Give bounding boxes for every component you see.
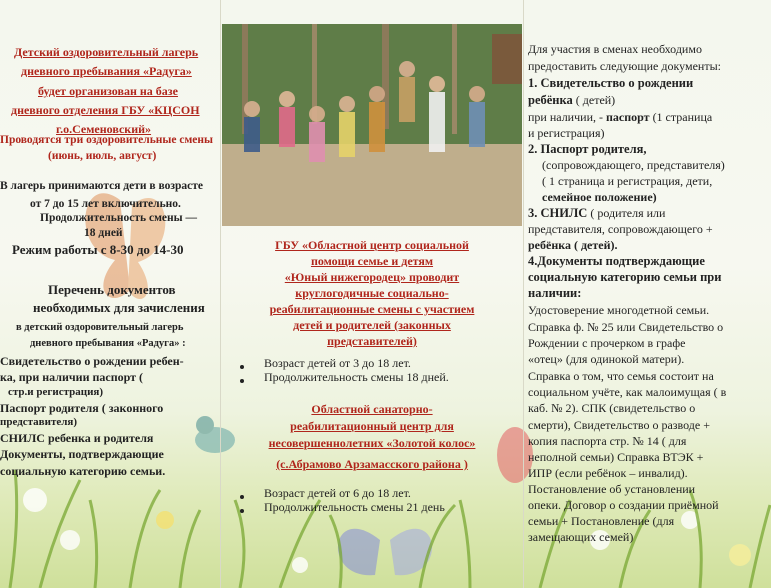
- doc-4-item: опеки. Договор о создании приёмной: [528, 498, 719, 512]
- shift-duration: Продолжительность смены 21 день: [264, 500, 445, 514]
- shifts-months: (июнь, июль, август): [48, 150, 157, 162]
- doc-4-item: Постановление об установлении: [528, 482, 696, 496]
- doc-1: 1. Свидетельство о рождении: [528, 76, 694, 90]
- doc-4-item: Рождении с прочерком в графе: [528, 336, 686, 350]
- shifts-text: Проводятся три оздоровительные смены: [0, 134, 214, 146]
- doc-2: семейное положение): [542, 190, 657, 204]
- doc-1: [528, 110, 712, 125]
- camp-title: Детский оздоровительный лагерь: [14, 45, 199, 59]
- doc-4-item: каб. № 2). СПК (свидетельство о: [528, 401, 696, 415]
- doc-3: [528, 206, 665, 221]
- doc-3: ребёнка ( детей).: [528, 238, 618, 252]
- bullet: [240, 365, 244, 369]
- age-range: Возраст детей от 6 до 18 лет.: [264, 486, 411, 500]
- doc-1-child: ребёнка: [528, 93, 573, 107]
- doc-4-item: замещающих семей): [528, 530, 634, 544]
- bullet: [240, 379, 244, 383]
- doc-4-item: Удостоверение многодетной семьи.: [528, 303, 710, 317]
- age-info: Продолжительность смены —: [40, 212, 197, 224]
- requirements-intro: предоставить следующие документы:: [528, 59, 721, 73]
- age-info: 18 дней: [84, 227, 123, 239]
- right-column: [524, 0, 771, 588]
- center-title: помощи семье и детям: [310, 254, 434, 268]
- doc-3: представителя, сопровождающего +: [528, 222, 713, 236]
- doc-3-label: 3. СНИЛС: [528, 206, 588, 220]
- doc-1-passport: паспорт: [605, 110, 650, 124]
- bullet: [240, 509, 244, 513]
- requirements-intro: Для участия в сменах необходимо: [528, 42, 702, 56]
- doc-2: ( 1 страница и регистрация, дети,: [542, 174, 713, 188]
- bullet: [240, 495, 244, 499]
- camp-title: г.о.Семеновский»: [56, 122, 152, 136]
- center-title: детей и родителей (законных: [293, 318, 451, 332]
- age-info: от 7 до 15 лет включительно.: [30, 198, 181, 210]
- doc-2: (сопровождающего, представителя): [542, 158, 725, 172]
- documents-heading: Перечень документов: [48, 282, 176, 297]
- camp-title: дневного отделения ГБУ «КЦСОН: [11, 103, 200, 117]
- center-title: «Юный нижегородец» проводит: [284, 270, 460, 284]
- doc-1: [528, 93, 615, 108]
- sanatorium-title: (с.Абрамово Арзамасского района ): [276, 457, 468, 471]
- doc-4-item: Справка ф. № 25 или Свидетельство о: [528, 320, 724, 334]
- documents-heading: необходимых для зачисления: [33, 300, 205, 315]
- doc-1-page: (1 страница: [649, 110, 713, 124]
- doc-4-item: «отец» (для одинокой матери).: [528, 352, 685, 366]
- doc-4-item: смерти), Свидетельство о разводе +: [528, 418, 710, 432]
- left-column: [0, 0, 216, 588]
- camp-title: дневного пребывания «Радуга»: [21, 64, 192, 78]
- doc-2: 2. Паспорт родителя,: [528, 142, 647, 156]
- center-title: представителей): [327, 334, 417, 348]
- document-item: ка, при наличии паспорт (: [0, 370, 144, 384]
- doc-4-item: неполной семьи) Справка ВТЭК +: [528, 450, 704, 464]
- doc-4-item: Справка о том, что семья состоит на: [528, 369, 714, 383]
- document-item: СНИЛС ребенка и родителя: [0, 431, 154, 445]
- sanatorium-title: реабилитационный центр для: [290, 419, 454, 433]
- doc-4-item: копия паспорта стр. № 14 ( для: [528, 434, 687, 448]
- document-item: представителя): [0, 416, 78, 428]
- doc-4: наличии:: [528, 286, 582, 300]
- camp-title: будет организован на базе: [38, 84, 178, 98]
- center-title: реабилитационные смены с участием: [269, 302, 475, 316]
- shift-duration: Продолжительность смены 18 дней.: [264, 370, 449, 384]
- age-info: В лагерь принимаются дети в возрасте: [0, 180, 203, 192]
- sanatorium-title: Областной санаторно-: [311, 402, 433, 416]
- document-item: Свидетельство о рождении ребен-: [0, 354, 184, 368]
- doc-1: и регистрация): [528, 126, 605, 140]
- documents-subheading: в детский оздоровительный лагерь: [16, 322, 184, 333]
- middle-column: [220, 0, 524, 588]
- doc-1-presence: при наличии, -: [528, 110, 606, 124]
- doc-4-item: социальном учёте, как малоимущая ( в: [528, 385, 727, 399]
- doc-4: социальную категорию семьи при: [528, 270, 722, 284]
- doc-4-item: ИПР (если ребёнок – инвалид).: [528, 466, 688, 480]
- document-item: Паспорт родителя ( законного: [0, 401, 164, 415]
- documents-subheading: дневного пребывания «Радуга» :: [30, 338, 186, 349]
- doc-1-children: ( детей): [572, 93, 616, 107]
- document-item: стр.и регистрация): [8, 386, 104, 398]
- document-item: Документы, подтверждающие: [0, 447, 164, 461]
- doc-3-detail: ( родителя или: [587, 206, 666, 220]
- center-title: ГБУ «Областной центр социальной: [275, 238, 469, 252]
- sanatorium-title: несовершеннолетних «Золотой колос»: [268, 436, 476, 450]
- age-range: Возраст детей от 3 до 18 лет.: [264, 356, 411, 370]
- document-item: социальную категорию семьи.: [0, 464, 166, 478]
- center-title: круглогодичные социально-: [295, 286, 449, 300]
- doc-4-item: семьи + Постановление (для: [528, 514, 675, 528]
- work-hours: Режим работы с 8-30 до 14-30: [12, 242, 184, 257]
- doc-4: 4.Документы подтверждающие: [528, 254, 705, 268]
